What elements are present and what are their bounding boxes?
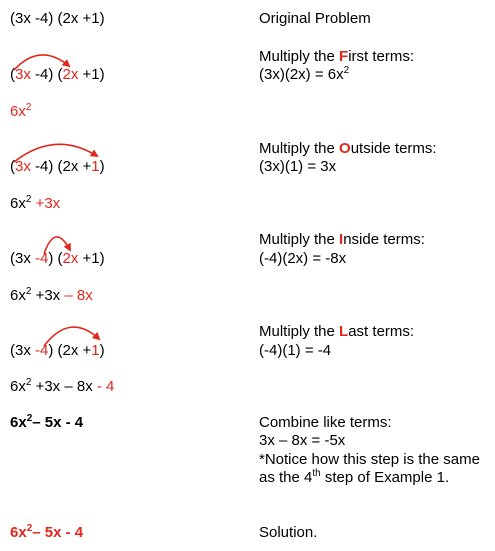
first-heading: Multiply the First terms: bbox=[259, 48, 415, 65]
solution-result: $6x^2-$ 5x - 4 bbox=[10, 523, 84, 541]
original-expression: (3x -4) (2x +1) bbox=[10, 10, 105, 27]
combine-note: *Notice how this step is the same as the 4th step of Example 1. bbox=[259, 451, 480, 486]
inside-expression: (3x -4) (2x +1) bbox=[10, 250, 105, 267]
last-result: $6x^2 +3x - 8x - 4$ bbox=[10, 377, 115, 395]
outside-result: $6x^2 +3x$ bbox=[10, 194, 61, 212]
first-expression: (3x -4) (2x +1) bbox=[10, 66, 105, 83]
last-heading: Multiply the Last terms: bbox=[259, 323, 415, 340]
solution-label: Solution. bbox=[259, 524, 318, 541]
combine-heading: Combine like terms: bbox=[259, 414, 392, 431]
last-expression: (3x -4) (2x +1) bbox=[10, 342, 105, 359]
outside-heading: Multiply the Outside terms: bbox=[259, 140, 437, 157]
last-calculation: (-4)(1) = -4 bbox=[259, 342, 332, 359]
first-calculation: $(3x)(2x) = 6x^2$ bbox=[259, 65, 350, 83]
first-result: $6x^2$ bbox=[10, 102, 32, 120]
combine-calculation: 3x – 8x = -5x bbox=[259, 432, 346, 449]
inside-result: $6x^2 +3x - 8x$ bbox=[10, 286, 93, 304]
combined-result: $6x^2-$ 5x - 4 bbox=[10, 413, 84, 431]
inside-calculation: (-4)(2x) = -8x bbox=[259, 250, 347, 267]
outside-calculation: (3x)(1) = 3x bbox=[259, 158, 337, 175]
outside-expression: (3x -4) (2x +1) bbox=[10, 158, 105, 175]
original-label: Original Problem bbox=[259, 10, 371, 27]
inside-heading: Multiply the Inside terms: bbox=[259, 231, 425, 248]
